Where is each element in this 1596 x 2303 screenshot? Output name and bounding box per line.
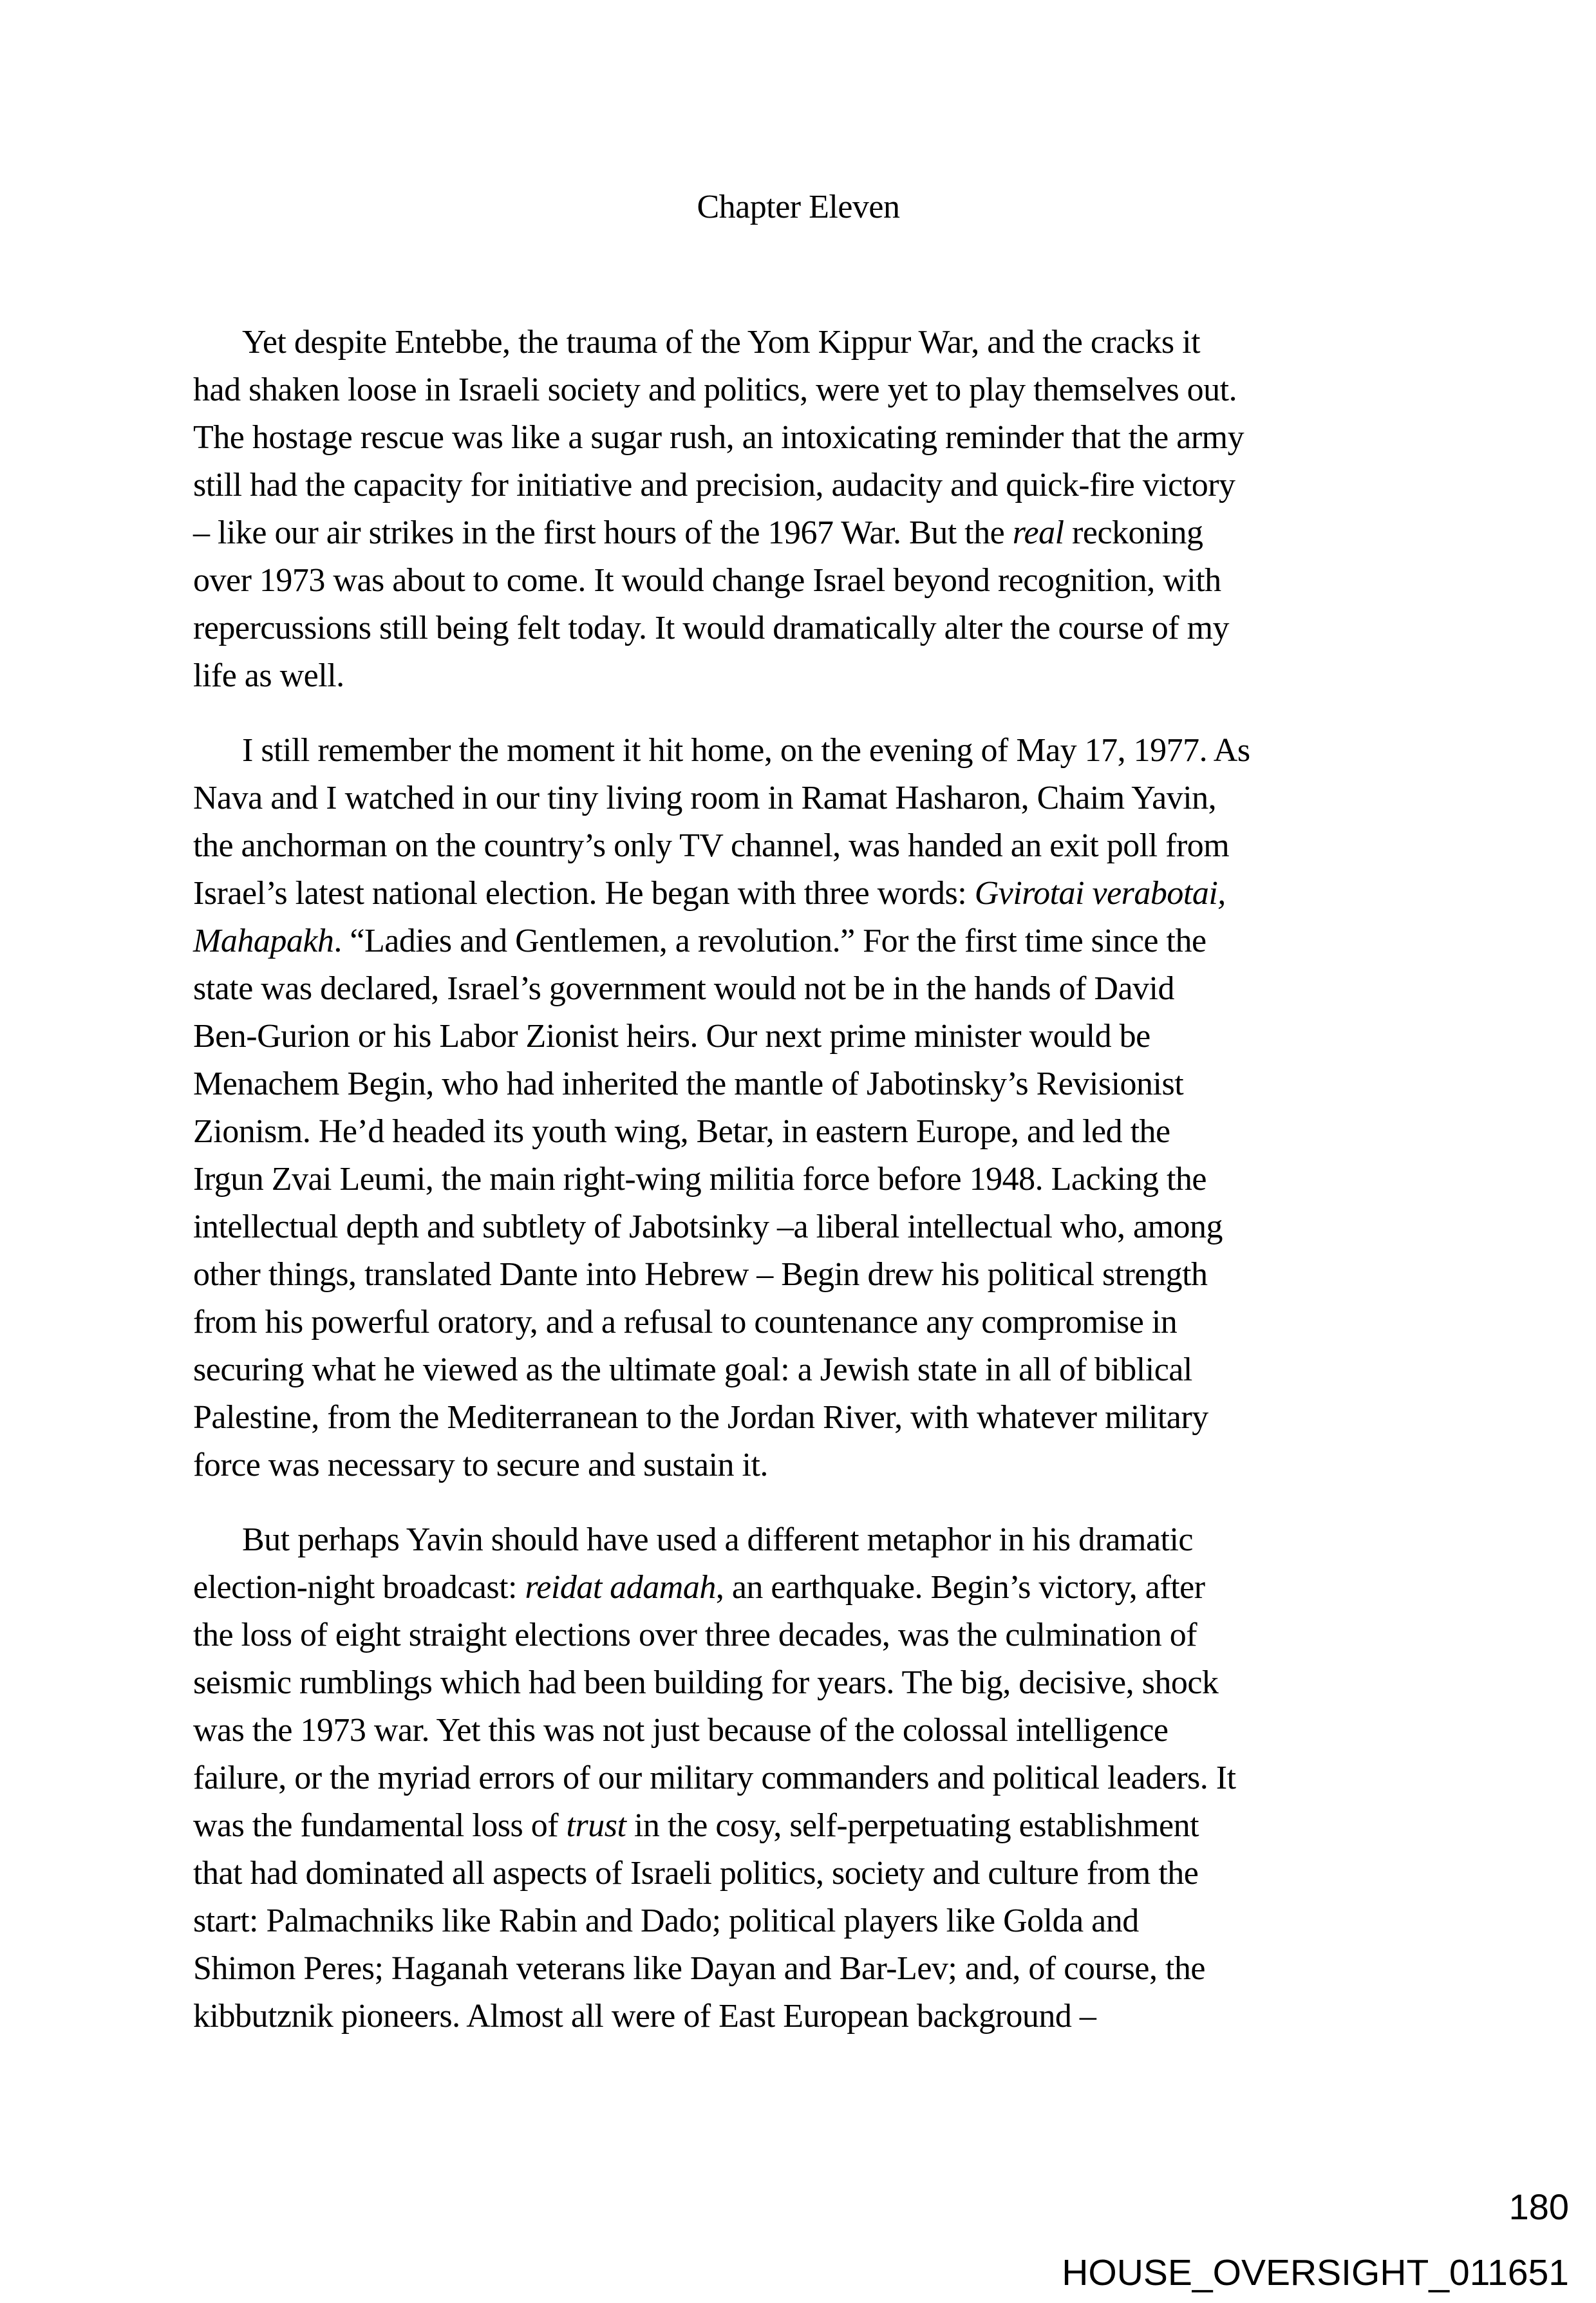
bates-stamp: HOUSE_OVERSIGHT_011651 [1062, 2252, 1569, 2293]
paragraph [193, 319, 1404, 700]
text-run: . “Ladies and Gentlemen, a revolution.” For the first time since the [333, 923, 1206, 959]
italic-run: trust [566, 1807, 626, 1844]
text-line [193, 1251, 1404, 1299]
text-line [193, 1013, 1404, 1060]
italic-run: reidat adamah [525, 1569, 716, 1606]
text-line [193, 727, 1404, 775]
text-line [193, 462, 1404, 509]
text-run: Shimon Peres; Haganah veterans like Dayan and Bar-Lev; and, of course, the [193, 1950, 1205, 1987]
text-line [193, 1442, 1404, 1489]
text-run: the anchorman on the country’s only TV channel, was handed an exit poll from [193, 827, 1230, 864]
text-line [193, 870, 1404, 917]
text-line [193, 1993, 1404, 2040]
text-line [193, 1897, 1404, 1945]
text-line [193, 557, 1404, 605]
text-line [193, 1707, 1404, 1754]
text-line [193, 319, 1404, 366]
text-run: Irgun Zvai Leumi, the main right-wing militia force before 1948. Lacking the [193, 1161, 1206, 1198]
text-run: that had dominated all aspects of Israeli politics, society and culture from the [193, 1855, 1199, 1892]
text-run: The hostage rescue was like a sugar rush, an intoxicating reminder that the army [193, 419, 1244, 456]
text-run: securing what he viewed as the ultimate goal: a Jewish state in all of biblical [193, 1351, 1192, 1388]
text-line [193, 509, 1404, 557]
body-text [193, 319, 1404, 2040]
text-line [193, 822, 1404, 870]
text-run: other things, translated Dante into Hebrew – Begin drew his political strength [193, 1256, 1208, 1293]
text-line [193, 1156, 1404, 1203]
text-run: kibbutznik pioneers. Almost all were of East European background – [193, 1998, 1096, 2035]
text-line [193, 1850, 1404, 1897]
text-run: – like our air strikes in the first hours of the 1967 War. But the [193, 514, 1013, 551]
text-run: the loss of eight straight elections over three decades, was the culmination of [193, 1617, 1197, 1653]
text-run: Zionism. He’d headed its youth wing, Betar, in eastern Europe, and led the [193, 1113, 1170, 1150]
paragraph [193, 727, 1404, 1489]
text-run: failure, or the myriad errors of our military commanders and political leaders. It [193, 1760, 1236, 1796]
text-line [193, 1802, 1404, 1850]
text-line [193, 1060, 1404, 1108]
italic-run: real [1012, 514, 1064, 551]
text-run: life as well. [193, 657, 344, 694]
text-line [193, 1203, 1404, 1251]
text-run: reckoning [1064, 514, 1203, 551]
text-line [193, 1659, 1404, 1707]
text-run: had shaken loose in Israeli society and politics, were yet to play themselves out. [193, 371, 1237, 408]
text-run: intellectual depth and subtlety of Jabotsinky –a liberal intellectual who, among [193, 1208, 1223, 1245]
text-line [193, 775, 1404, 822]
text-run: I still remember the moment it hit home, on the evening of May 17, 1977. As [242, 732, 1250, 769]
text-line [193, 366, 1404, 414]
text-run: was the 1973 war. Yet this was not just because of the colossal intelligence [193, 1712, 1169, 1749]
text-line [193, 1299, 1404, 1346]
text-run: Israel’s latest national election. He began with three words: [193, 875, 975, 912]
text-line [193, 1108, 1404, 1156]
paragraph [193, 1516, 1404, 2040]
italic-run: Gvirotai verabotai, [974, 875, 1226, 912]
text-run: Ben-Gurion or his Labor Zionist heirs. Our next prime minister would be [193, 1018, 1150, 1055]
text-run: Yet despite Entebbe, the trauma of the Yom Kippur War, and the cracks it [242, 324, 1201, 361]
text-line [193, 1346, 1404, 1394]
text-run: over 1973 was about to come. It would change Israel beyond recognition, with [193, 562, 1221, 599]
text-line [193, 652, 1404, 700]
text-line [193, 917, 1404, 965]
chapter-heading: Chapter Eleven [697, 189, 900, 225]
text-line [193, 1612, 1404, 1659]
text-line [193, 965, 1404, 1013]
text-line [193, 1945, 1404, 1993]
text-run: still had the capacity for initiative and precision, audacity and quick-fire victory [193, 467, 1235, 503]
text-run: seismic rumblings which had been building for years. The big, decisive, shock [193, 1664, 1219, 1701]
text-line [193, 414, 1404, 462]
text-run: repercussions still being felt today. It would dramatically alter the course of my [193, 610, 1230, 646]
text-run: , an earthquake. Begin’s victory, after [715, 1569, 1205, 1606]
text-line [193, 1516, 1404, 1564]
text-line [193, 605, 1404, 652]
italic-run: Mahapakh [193, 923, 334, 959]
text-run: from his powerful oratory, and a refusal to countenance any compromise in [193, 1304, 1178, 1340]
text-run: Palestine, from the Mediterranean to the Jordan River, with whatever military [193, 1399, 1208, 1436]
page-number: 180 [1508, 2186, 1569, 2227]
text-run: was the fundamental loss of [193, 1807, 567, 1844]
text-run: in the cosy, self-perpetuating establishment [626, 1807, 1199, 1844]
text-run: Menachem Begin, who had inherited the mantle of Jabotinsky’s Revisionist [193, 1066, 1184, 1102]
text-run: start: Palmachniks like Rabin and Dado; political players like Golda and [193, 1903, 1139, 1939]
text-run: state was declared, Israel’s government would not be in the hands of David [193, 970, 1174, 1007]
text-run: election-night broadcast: [193, 1569, 525, 1606]
text-run: But perhaps Yavin should have used a different metaphor in his dramatic [242, 1521, 1193, 1558]
text-run: force was necessary to secure and sustain it. [193, 1447, 768, 1483]
text-run: Nava and I watched in our tiny living room in Ramat Hasharon, Chaim Yavin, [193, 780, 1217, 816]
text-line [193, 1754, 1404, 1802]
text-line [193, 1394, 1404, 1442]
text-line [193, 1564, 1404, 1612]
